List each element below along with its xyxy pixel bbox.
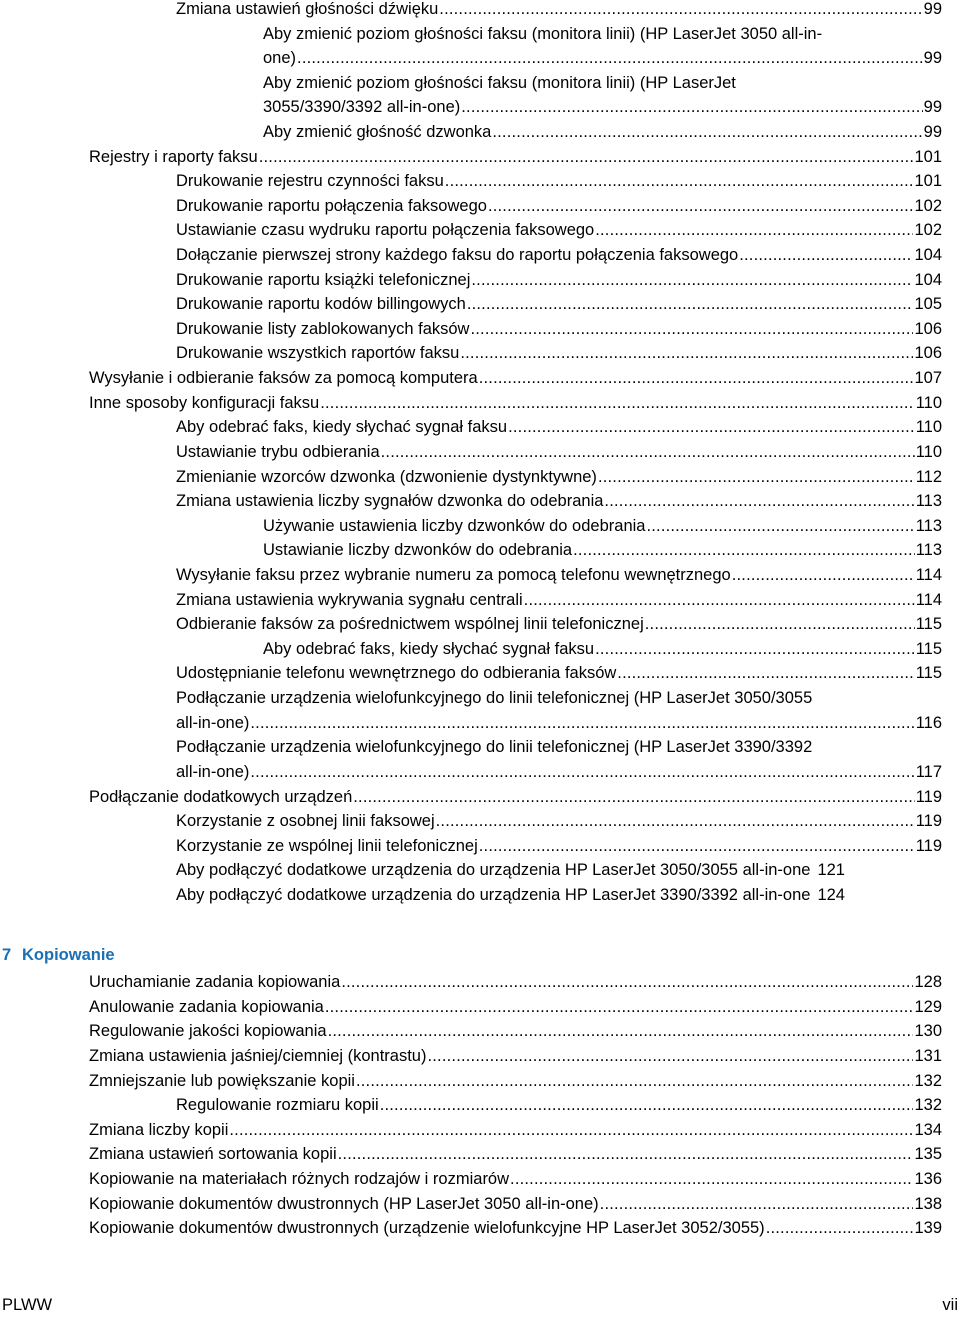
toc-page-number: 106 [914, 344, 942, 362]
leader-dots [320, 391, 914, 416]
toc-entry[interactable] [89, 1167, 942, 1192]
toc-page-number: 135 [914, 1145, 942, 1163]
toc-page-number: 119 [915, 788, 942, 806]
toc-entry[interactable] [89, 145, 942, 170]
chapter-number: 7 [2, 946, 12, 964]
toc-entry[interactable] [263, 637, 942, 662]
toc-entry-title: Regulowanie jakości kopiowania [89, 1022, 327, 1040]
toc-entry[interactable] [176, 0, 942, 22]
toc-page-number: 138 [914, 1195, 942, 1213]
toc-page-number: 115 [915, 615, 942, 633]
toc-page-number: 121 [817, 861, 845, 879]
toc-entry[interactable] [89, 1019, 942, 1044]
toc-entry-title: Zmniejszanie lub powiększanie kopii [89, 1072, 355, 1090]
leader-dots [479, 834, 915, 859]
toc-entry-title: Aby zmienić poziom głośności faksu (monitora linii) (HP LaserJet [263, 74, 736, 92]
leader-dots [325, 995, 914, 1020]
toc-entry-title-continued: one) [263, 49, 297, 67]
leader-dots [645, 612, 915, 637]
leader-dots [381, 440, 915, 465]
toc-entry-title: Uruchamianie zadania kopiowania [89, 973, 341, 991]
toc-entry[interactable] [176, 588, 942, 613]
toc-entry-continuation[interactable] [176, 711, 942, 736]
toc-entry[interactable] [176, 317, 942, 342]
toc-entry-title: Aby odebrać faks, kiedy słychać sygnał faksu [263, 640, 595, 658]
toc-page-number: 101 [914, 148, 942, 166]
toc-entry-title: Kopiowanie na materiałach różnych rodzajów i rozmiarów [89, 1170, 510, 1188]
toc-entry-title: Drukowanie listy zablokowanych faksów [176, 320, 470, 338]
toc-page-number: 104 [914, 246, 942, 264]
footer-page-number: vii [942, 1296, 958, 1314]
leader-dots [427, 1044, 913, 1069]
leader-dots [573, 538, 915, 563]
chapter-title: Kopiowanie [22, 946, 115, 964]
toc-page-number: 132 [914, 1096, 942, 1114]
toc-entry-title: Kopiowanie dokumentów dwustronnych (HP LaserJet 3050 all-in-one) [89, 1195, 599, 1213]
leader-dots [297, 46, 923, 71]
leader-dots [646, 514, 914, 539]
toc-entry-title: Aby zmienić głośność dzwonka [263, 123, 492, 141]
toc-entry-title: Wysyłanie faksu przez wybranie numeru za pomocą telefonu wewnętrznego [176, 566, 731, 584]
toc-entry-continuation[interactable] [176, 760, 942, 785]
leader-dots [604, 489, 914, 514]
leader-dots [439, 0, 922, 22]
toc-page-number: 110 [915, 418, 942, 436]
leader-dots [328, 1019, 914, 1044]
leader-dots [445, 169, 914, 194]
toc-entry-continuation[interactable] [263, 46, 942, 71]
toc-entry[interactable] [263, 538, 942, 563]
toc-entry[interactable] [263, 120, 942, 145]
toc-entry[interactable] [176, 243, 942, 268]
leader-dots [617, 661, 914, 686]
toc-entry-title: Regulowanie rozmiaru kopii [176, 1096, 379, 1114]
toc-entry-title: Zmiana liczby kopii [89, 1121, 229, 1139]
leader-dots [470, 317, 913, 342]
toc-entry-title: Drukowanie raportu książki telefonicznej [176, 271, 471, 289]
toc-page-number: 99 [923, 123, 942, 141]
toc-page-number: 113 [915, 541, 942, 559]
leader-dots [460, 341, 913, 366]
toc-page-number: 99 [923, 0, 942, 18]
toc-page-number: 113 [915, 492, 942, 510]
toc-entry[interactable] [263, 514, 942, 539]
toc-entry[interactable] [176, 563, 942, 588]
toc-entry-continuation[interactable] [263, 95, 942, 120]
leader-dots [595, 218, 913, 243]
toc-entry[interactable] [176, 686, 942, 711]
leader-dots [467, 292, 914, 317]
leader-dots [356, 1069, 914, 1094]
toc-entry[interactable] [89, 1192, 942, 1217]
toc-entry-title-continued: all-in-one) [176, 714, 250, 732]
toc-entry-title: Drukowanie raportu kodów billingowych [176, 295, 466, 313]
toc-page-number: 105 [914, 295, 942, 313]
toc-entry-title: Dołączanie pierwszej strony każdego faksu do raportu połączenia faksowego [176, 246, 739, 264]
toc-page-number: 128 [914, 973, 942, 991]
toc-entry-title: Zmiana ustawień sortowania kopii [89, 1145, 337, 1163]
leader-dots [338, 1142, 914, 1167]
toc-page-number: 102 [914, 197, 942, 215]
toc-page-number: 112 [915, 468, 942, 486]
toc-entry-title: Aby podłączyć dodatkowe urządzenia do urządzenia HP LaserJet 3390/3392 all-in-one [176, 886, 811, 904]
leader-dots [259, 145, 914, 170]
toc-entry-title: Aby zmienić poziom głośności faksu (monitora linii) (HP LaserJet 3050 all-in- [263, 25, 823, 43]
toc-page-number: 139 [914, 1219, 942, 1237]
leader-dots [598, 465, 915, 490]
toc-entry[interactable] [176, 292, 942, 317]
leader-dots [600, 1192, 914, 1217]
toc-entry[interactable] [176, 858, 942, 883]
toc-entry[interactable] [263, 22, 942, 47]
leader-dots [380, 1093, 914, 1118]
toc-entry[interactable] [263, 71, 942, 96]
leader-dots [341, 970, 913, 995]
leader-dots [510, 1167, 913, 1192]
toc-entry[interactable] [176, 169, 942, 194]
toc-page-number: 114 [915, 566, 942, 584]
toc-page-number: 124 [817, 886, 845, 904]
toc-entry[interactable] [89, 1216, 942, 1241]
toc-entry-title: Ustawianie trybu odbierania [176, 443, 380, 461]
chapter-heading[interactable] [2, 946, 115, 965]
toc-page-number: 136 [914, 1170, 942, 1188]
toc-entry[interactable] [89, 995, 942, 1020]
toc-entry[interactable] [176, 268, 942, 293]
leader-dots [471, 268, 913, 293]
toc-entry[interactable] [89, 970, 942, 995]
toc-entry-title: Aby odebrać faks, kiedy słychać sygnał faksu [176, 418, 508, 436]
toc-page-number: 104 [914, 271, 942, 289]
toc-entry[interactable] [176, 809, 942, 834]
toc-entry[interactable] [176, 218, 942, 243]
toc-entry-title: Zmiana ustawienia wykrywania sygnału centrali [176, 591, 523, 609]
toc-entry-title: Używanie ustawienia liczby dzwonków do odebrania [263, 517, 646, 535]
toc-entry[interactable] [176, 735, 942, 760]
toc-entry[interactable] [176, 465, 942, 490]
toc-entry[interactable] [176, 194, 942, 219]
toc-page-number: 131 [914, 1047, 942, 1065]
toc-page-number: 130 [914, 1022, 942, 1040]
toc-entry-title: Zmiana ustawienia jaśniej/ciemniej (kontrastu) [89, 1047, 427, 1065]
toc-entry[interactable] [176, 489, 942, 514]
toc-page-number: 134 [914, 1121, 942, 1139]
toc-entry-title: Zmiana ustawienia liczby sygnałów dzwonka do odebrania [176, 492, 604, 510]
leader-dots [524, 588, 915, 613]
toc-entry-title: Odbieranie faksów za pośrednictwem wspólnej linii telefonicznej [176, 615, 644, 633]
toc-entry-title: Drukowanie wszystkich raportów faksu [176, 344, 460, 362]
toc-page-number: 101 [914, 172, 942, 190]
toc-entry[interactable] [89, 1044, 942, 1069]
leader-dots [508, 415, 915, 440]
toc-page-number: 113 [915, 517, 942, 535]
toc-page-number: 115 [915, 664, 942, 682]
toc-entry[interactable] [176, 661, 942, 686]
toc-page-number: 119 [915, 837, 942, 855]
toc-entry-title: Drukowanie rejestru czynności faksu [176, 172, 444, 190]
toc-entry[interactable] [176, 415, 942, 440]
leader-dots [488, 194, 914, 219]
toc-entry-title: Korzystanie z osobnej linii faksowej [176, 812, 435, 830]
toc-entry-title: Drukowanie raportu połączenia faksowego [176, 197, 487, 215]
leader-dots [766, 1216, 914, 1241]
toc-entry[interactable] [89, 391, 942, 416]
toc-entry[interactable] [89, 1069, 942, 1094]
leader-dots [739, 243, 913, 268]
leader-dots [732, 563, 915, 588]
toc-entry-title: Kopiowanie dokumentów dwustronnych (urządzenie wielofunkcyjne HP LaserJet 3052/3055) [89, 1219, 765, 1237]
toc-page-number: 132 [914, 1072, 942, 1090]
toc-entry[interactable] [176, 341, 942, 366]
toc-entry-title: Anulowanie zadania kopiowania [89, 998, 324, 1016]
toc-page-number: 107 [914, 369, 942, 387]
toc-entry-title: Aby podłączyć dodatkowe urządzenia do urządzenia HP LaserJet 3050/3055 all-in-one [176, 861, 811, 879]
toc-entry[interactable] [176, 612, 942, 637]
toc-page-number: 117 [915, 763, 942, 781]
toc-entry-title: Zmiana ustawień głośności dźwięku [176, 0, 439, 18]
toc-entry[interactable] [176, 834, 942, 859]
leader-dots [436, 809, 915, 834]
leader-dots [353, 785, 914, 810]
leader-dots [479, 366, 914, 391]
toc-page-number: 110 [915, 394, 942, 412]
toc-entry-title: Podłączanie urządzenia wielofunkcyjnego do linii telefonicznej (HP LaserJet 3390/3392 [176, 738, 813, 756]
toc-page-number: 102 [914, 221, 942, 239]
toc-page-number: 114 [915, 591, 942, 609]
toc-page-number: 110 [915, 443, 942, 461]
leader-dots [461, 95, 922, 120]
toc-page-number: 115 [915, 640, 942, 658]
toc-entry[interactable] [89, 785, 942, 810]
toc-entry-title-continued: 3055/3390/3392 all-in-one) [263, 98, 461, 116]
toc-page-number: 129 [914, 998, 942, 1016]
toc-entry[interactable] [176, 1093, 942, 1118]
toc-page-number: 99 [923, 49, 942, 67]
toc-entry-title: Wysyłanie i odbieranie faksów za pomocą komputera [89, 369, 478, 387]
toc-page-number: 106 [914, 320, 942, 338]
toc-entry-title: Rejestry i raporty faksu [89, 148, 258, 166]
toc-entry-title-continued: all-in-one) [176, 763, 250, 781]
toc-entry-title: Inne sposoby konfiguracji faksu [89, 394, 320, 412]
toc-entry[interactable] [176, 440, 942, 465]
leader-dots [595, 637, 915, 662]
toc-entry-title: Podłączanie dodatkowych urządzeń [89, 788, 353, 806]
toc-entry[interactable] [89, 366, 942, 391]
toc-entry-title: Zmienianie wzorców dzwonka (dzwonienie dystynktywne) [176, 468, 597, 486]
toc-entry-title: Ustawianie czasu wydruku raportu połączenia faksowego [176, 221, 595, 239]
toc-entry-title: Podłączanie urządzenia wielofunkcyjnego do linii telefonicznej (HP LaserJet 3050/3055 [176, 689, 813, 707]
leader-dots [250, 711, 914, 736]
toc-page-number: 99 [923, 98, 942, 116]
toc-entry[interactable] [176, 883, 942, 908]
toc-entry[interactable] [89, 1118, 942, 1143]
footer-left-label: PLWW [2, 1296, 53, 1314]
leader-dots [492, 120, 922, 145]
toc-page-number: 119 [915, 812, 942, 830]
leader-dots [250, 760, 914, 785]
toc-page-number: 116 [915, 714, 942, 732]
leader-dots [229, 1118, 913, 1143]
toc-entry-title: Korzystanie ze wspólnej linii telefonicznej [176, 837, 478, 855]
toc-entry-title: Udostępnianie telefonu wewnętrznego do odbierania faksów [176, 664, 617, 682]
toc-entry[interactable] [89, 1142, 942, 1167]
toc-entry-title: Ustawianie liczby dzwonków do odebrania [263, 541, 573, 559]
